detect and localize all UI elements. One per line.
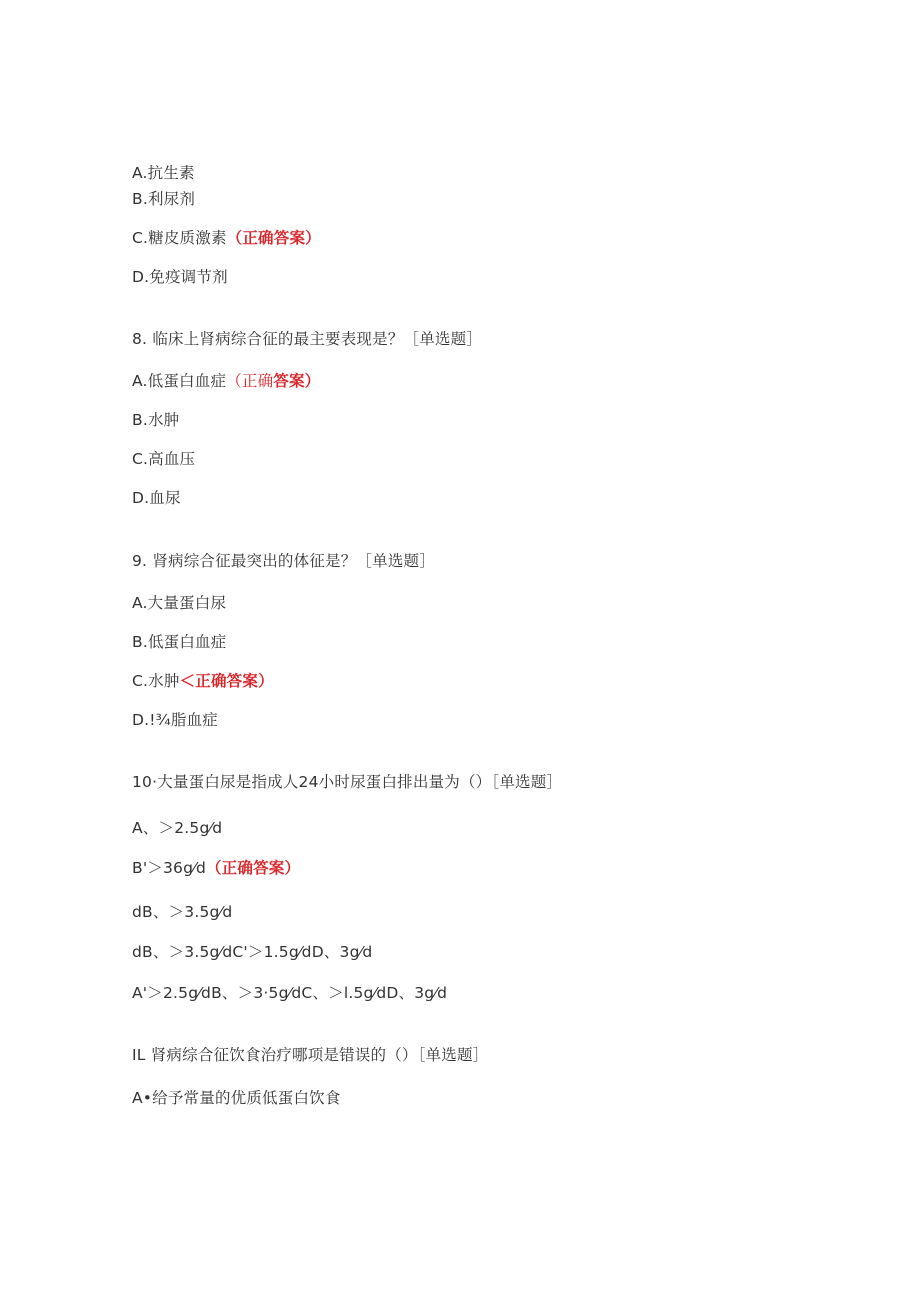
q7-option-d-text: D.免疫调节剂 [132,268,228,286]
q10-stem [132,772,562,792]
q10-option-line-5-text: A'＞2.5g⁄dB、＞3·5g⁄dC、＞l.5g⁄dD、3g⁄d [132,984,448,1002]
q10-option-a [132,818,222,838]
q7-option-a [132,163,195,183]
q10-option-b-text: B'＞36g⁄d [132,859,206,877]
q8-correct-answer-mark-open: （正确 [226,372,274,390]
q8-option-d [132,488,181,508]
q11-option-a [132,1088,341,1108]
q9-correct-answer-mark: ＜正确答案） [179,672,274,690]
q10-option-a-text: A、＞2.5g⁄d [132,819,223,837]
q7-option-c [132,228,321,248]
q10-option-line-3-text: dB、＞3.5g⁄d [132,903,233,921]
q7-option-d [132,267,228,287]
q10-option-line-4-text: dB、＞3.5g⁄dC'＞1.5g⁄dD、3g⁄d [132,943,373,961]
q8-option-a-text: A.低蛋白血症 [132,372,227,390]
q9-stem-text: 9. 肾病综合征最突出的体征是？［单选题］ [132,552,435,570]
q11-option-a-text: A•给予常量的优质低蛋白饮食 [132,1089,341,1107]
q9-stem [132,551,435,571]
q7-option-b [132,189,195,209]
q9-option-b-text: B.低蛋白血症 [132,633,227,651]
q11-stem [132,1045,488,1065]
q7-option-a-text: A.抗生素 [132,164,195,182]
q8-option-c [132,449,195,469]
q9-option-d [132,710,218,730]
q8-option-b [132,410,179,430]
q8-option-c-text: C.高血压 [132,450,196,468]
q10-stem-text: 10·大量蛋白尿是指成人24小时尿蛋白排出量为（）［单选题］ [132,773,563,791]
q10-option-b [132,858,300,878]
q8-stem-text: 8. 临床上肾病综合征的最主要表现是？［单选题］ [132,330,483,348]
q7-correct-answer-mark: （正确答案） [226,229,321,247]
q9-option-b [132,632,226,652]
q7-option-c-text: C.糖皮质激素 [132,229,227,247]
q10-correct-answer-mark: （正确答案） [205,859,301,877]
q9-option-c [132,671,274,691]
q7-option-b-text: B.利尿剂 [132,190,196,208]
q8-option-d-text: D.血尿 [132,489,181,507]
q11-stem-text: IL 肾病综合征饮食治疗哪项是错误的（）［单选题］ [132,1046,489,1064]
q10-option-line-3 [132,902,232,922]
q9-option-d-text: D.!¾脂血症 [132,711,218,729]
q9-option-c-text: C.水肿 [132,672,180,690]
q10-option-line-5 [132,983,447,1003]
q8-stem [132,329,482,349]
q9-option-a [132,593,226,613]
q8-correct-answer-mark-close: 答案） [273,372,321,390]
q8-option-b-text: B.水肿 [132,411,180,429]
q9-option-a-text: A.大量蛋白尿 [132,594,227,612]
q10-option-line-4 [132,942,372,962]
q8-option-a [132,371,320,391]
